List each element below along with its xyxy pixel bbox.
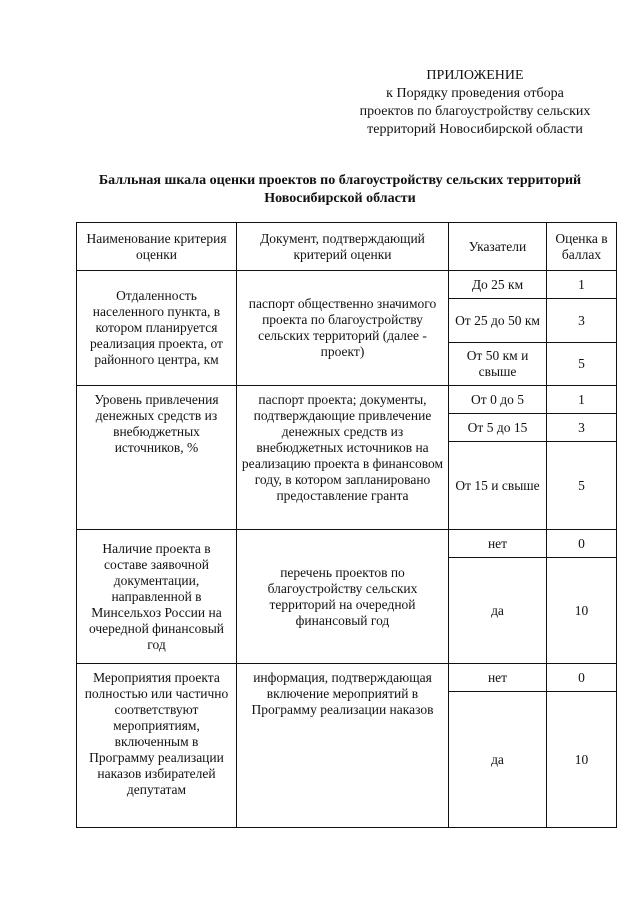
indicator-cell: нет [449,530,547,558]
appendix-line: территорий Новосибирской области [367,122,583,137]
title-line-1: Балльная шкала оценки проектов по благоустройству сельских территорий [98,173,582,188]
indicator-cell: да [449,558,547,664]
indicator-cell: От 25 до 50 км [449,299,547,343]
document-cell: перечень проектов по благоустройству сельских территорий на очередной финансовый год [237,530,449,664]
appendix-line: к Порядку проведения отбора [386,86,564,101]
indicator-cell: От 50 км и свыше [449,343,547,386]
score-cell: 1 [547,271,617,299]
appendix-line: проектов по благоустройству сельских [359,104,591,119]
score-cell: 3 [547,414,617,442]
document-cell: паспорт проекта; документы, подтверждающие привлечение денежных средств из внебюджетных источников на реализацию проекта в финансовом году, в котором запланировано предоставление гранта [237,386,449,530]
document-title [60,172,620,208]
table-row [77,664,617,692]
appendix-block [330,67,620,139]
indicator-cell: От 15 и свыше [449,442,547,530]
table-header-row [77,223,617,271]
criterion-cell: Уровень привлечения денежных средств из внебюджетных источников, % [77,386,237,530]
header-score: Оценка в баллах [547,223,617,271]
table-row [77,530,617,558]
score-cell: 1 [547,386,617,414]
indicator-cell: да [449,692,547,828]
score-cell: 10 [547,692,617,828]
score-cell: 10 [547,558,617,664]
score-cell: 5 [547,343,617,386]
indicator-cell: нет [449,664,547,692]
criterion-cell: Наличие проекта в составе заявочной документации, направленной в Минсельхоз России на очередной финансовый год [77,530,237,664]
appendix-heading: ПРИЛОЖЕНИЕ [426,68,524,83]
scoring-table [76,222,617,828]
table-row [77,271,617,299]
indicator-cell: От 0 до 5 [449,386,547,414]
indicator-cell: От 5 до 15 [449,414,547,442]
criterion-cell: Отдаленность населенного пункта, в котором планируется реализация проекта, от районного центра, км [77,271,237,386]
criterion-cell: Мероприятия проекта полностью или частично соответствуют мероприятиям, включенным в Программу реализации наказов избирателей депутатам [77,664,237,828]
score-cell: 0 [547,530,617,558]
score-cell: 0 [547,664,617,692]
table-row [77,386,617,414]
score-cell: 5 [547,442,617,530]
header-criterion: Наименование критерия оценки [77,223,237,271]
header-document: Документ, подтверждающий критерий оценки [237,223,449,271]
title-line-2: Новосибирской области [264,191,416,206]
score-cell: 3 [547,299,617,343]
document-cell: паспорт общественно значимого проекта по благоустройству сельских территорий (далее - проект) [237,271,449,386]
document-cell: информация, подтверждающая включение мероприятий в Программу реализации наказов [237,664,449,828]
header-indicator: Указатели [449,223,547,271]
indicator-cell: До 25 км [449,271,547,299]
